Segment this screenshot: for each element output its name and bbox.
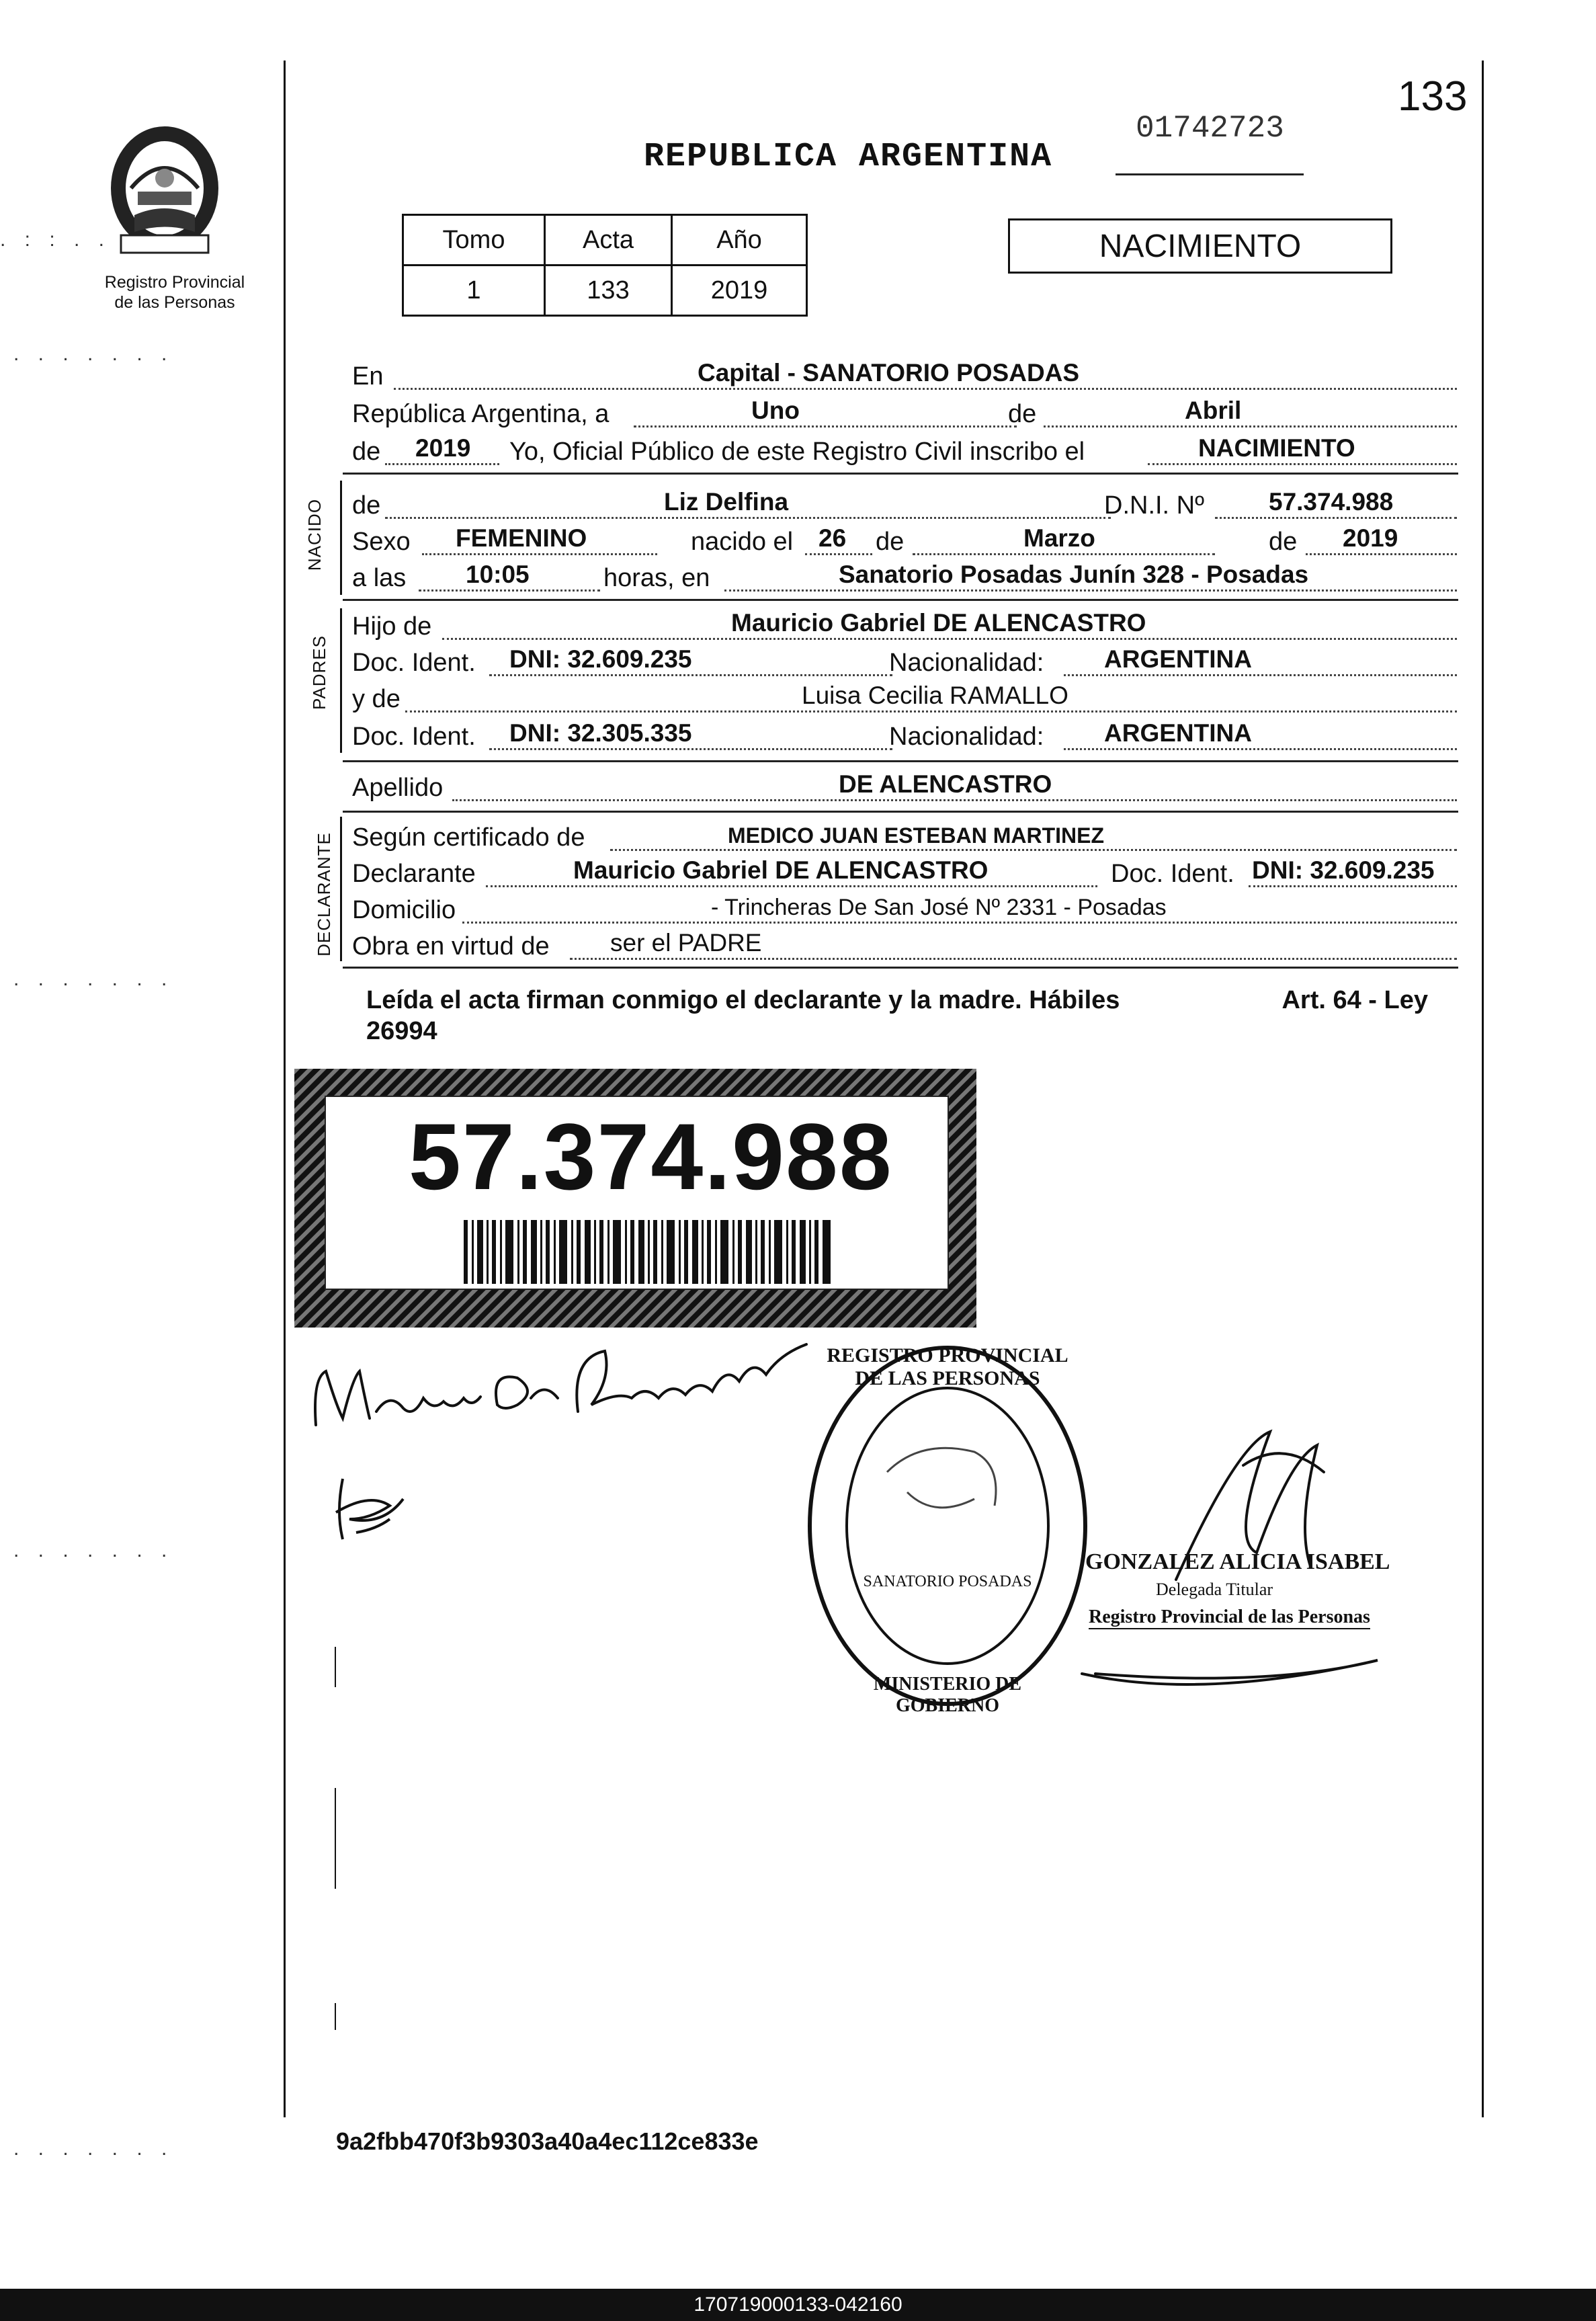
margin-marks: . : : . . bbox=[0, 229, 112, 251]
section-divider bbox=[340, 817, 342, 961]
label-certificado: Según certificado de bbox=[352, 823, 585, 852]
mother-name: Luisa Cecilia RAMALLO bbox=[802, 682, 1068, 709]
padres-line-2 bbox=[348, 643, 1457, 680]
intro-line-1 bbox=[348, 356, 1457, 394]
stamp-inner-text: SANATORIO POSADAS bbox=[863, 1573, 1032, 1590]
stamp-outer-text: REGISTRO PROVINCIAL DE LAS PERSONAS bbox=[827, 1344, 1068, 1389]
declarante-value: Mauricio Gabriel DE ALENCASTRO bbox=[573, 856, 989, 884]
section-divider bbox=[340, 608, 342, 753]
nacido-line-1 bbox=[348, 485, 1457, 523]
padres-line-4 bbox=[348, 717, 1457, 754]
label-hijo: Hijo de bbox=[352, 612, 432, 641]
serial-number: 01742723 bbox=[1136, 111, 1284, 146]
label-de-2: de bbox=[1269, 528, 1298, 556]
declarante-line-4 bbox=[348, 926, 1457, 964]
label-apellido: Apellido bbox=[352, 774, 444, 802]
scan-mark bbox=[335, 1788, 336, 1889]
serial-underline bbox=[1116, 173, 1304, 175]
place-value: Capital - SANATORIO POSADAS bbox=[698, 359, 1080, 386]
page-number: 133 bbox=[1398, 73, 1468, 120]
section-label-declarante: DECLARANTE bbox=[313, 832, 334, 956]
label-doc: Doc. Ident. bbox=[352, 723, 476, 751]
padres-line-1 bbox=[348, 606, 1457, 644]
birth-place: Sanatorio Posadas Junín 328 - Posadas bbox=[839, 561, 1309, 588]
dni-label-barcode bbox=[464, 1220, 833, 1284]
margin-marks: . . . . . . . bbox=[13, 2137, 174, 2160]
declarant-initials bbox=[329, 1472, 423, 1546]
margin-marks: . . . . . . . bbox=[13, 1539, 174, 1561]
separator-line bbox=[343, 473, 1458, 475]
document-type-box bbox=[1008, 218, 1392, 274]
intro-line-2 bbox=[348, 394, 1457, 432]
table-header: Año bbox=[672, 215, 807, 266]
declarant-signature bbox=[296, 1317, 874, 1452]
margin-marks: . . . . . . . bbox=[13, 343, 174, 365]
day-value: Uno bbox=[751, 397, 800, 424]
label-yde: y de bbox=[352, 685, 401, 713]
declarante-doc: DNI: 32.609.235 bbox=[1252, 856, 1435, 884]
apellido-value: DE ALENCASTRO bbox=[839, 770, 1052, 798]
registry-line-1: Registro Provincial bbox=[104, 273, 245, 292]
mother-doc: DNI: 32.305.335 bbox=[509, 719, 692, 747]
separator-line bbox=[343, 811, 1458, 813]
document-hash: 9a2fbb470f3b9303a40a4ec112ce833e bbox=[336, 2127, 759, 2155]
nacido-line-2 bbox=[348, 522, 1457, 559]
child-name: Liz Delfina bbox=[664, 488, 789, 516]
label-dni: D.N.I. Nº bbox=[1104, 491, 1204, 520]
closing-line-2: 26994 bbox=[366, 1017, 437, 1045]
stamp-bottom-text: MINISTERIO DE GOBIERNO bbox=[873, 1674, 1022, 1716]
table-cell: 133 bbox=[545, 266, 672, 316]
footer-bar bbox=[0, 2289, 1596, 2321]
declarante-line-1 bbox=[348, 817, 1457, 855]
label-nacionalidad: Nacionalidad: bbox=[889, 649, 1044, 677]
registry-name bbox=[74, 272, 276, 313]
table-header: Tomo bbox=[403, 215, 545, 266]
father-nationality: ARGENTINA bbox=[1104, 645, 1252, 673]
father-name: Mauricio Gabriel DE ALENCASTRO bbox=[731, 609, 1146, 637]
margin-marks: . . . . . . . bbox=[13, 968, 174, 990]
section-label-nacido: NACIDO bbox=[304, 498, 325, 571]
birth-day: 26 bbox=[818, 524, 847, 552]
right-frame-line bbox=[1482, 60, 1484, 2117]
declarante-line-2 bbox=[348, 854, 1457, 891]
label-de: de bbox=[1008, 400, 1037, 428]
event-value: NACIMIENTO bbox=[1198, 434, 1355, 462]
label-doc: Doc. Ident. bbox=[1111, 860, 1234, 888]
domicilio-value: - Trincheras De San José Nº 2331 - Posadas bbox=[711, 895, 1167, 920]
table-header: Acta bbox=[545, 215, 672, 266]
official-org: Registro Provincial de las Personas bbox=[1089, 1606, 1370, 1629]
label-republica: República Argentina, a bbox=[352, 400, 610, 428]
month-value: Abril bbox=[1185, 397, 1242, 424]
inscribo-text: Yo, Oficial Público de este Registro Civil inscribo el bbox=[509, 438, 1085, 466]
intro-line-3 bbox=[348, 432, 1457, 469]
separator-line bbox=[343, 760, 1458, 762]
label-sexo: Sexo bbox=[352, 528, 411, 556]
section-label-padres: PADRES bbox=[309, 635, 329, 710]
dni-label-number: 57.374.988 bbox=[409, 1104, 893, 1209]
label-nacido: nacido el bbox=[691, 528, 794, 556]
section-divider bbox=[340, 481, 342, 595]
declarante-line-3 bbox=[348, 890, 1457, 928]
dotted-fill bbox=[1044, 424, 1457, 427]
closing-line-1: Leída el acta firman conmigo el declarante y la madre. Hábiles bbox=[366, 986, 1120, 1014]
label-domicilio: Domicilio bbox=[352, 896, 456, 924]
left-frame-line bbox=[284, 60, 286, 2117]
birth-year: 2019 bbox=[1343, 524, 1398, 552]
country-title: REPUBLICA ARGENTINA bbox=[644, 138, 1053, 176]
child-dni: 57.374.988 bbox=[1269, 488, 1394, 516]
official-stamp bbox=[800, 1338, 1095, 1714]
sexo-value: FEMENINO bbox=[456, 524, 587, 552]
label-obra: Obra en virtud de bbox=[352, 932, 550, 961]
scan-mark bbox=[335, 2003, 336, 2030]
label-horas: horas, en bbox=[603, 564, 710, 592]
year-value: 2019 bbox=[415, 434, 471, 462]
official-name: GONZALEZ ALICIA ISABEL bbox=[1085, 1549, 1390, 1574]
label-alas: a las bbox=[352, 564, 407, 592]
father-doc: DNI: 32.609.235 bbox=[509, 645, 692, 673]
scan-mark bbox=[335, 1647, 336, 1687]
closing-article: Art. 64 - Ley bbox=[1282, 986, 1428, 1014]
separator-line bbox=[343, 967, 1458, 969]
label-de-1: de bbox=[876, 528, 905, 556]
mother-nationality: ARGENTINA bbox=[1104, 719, 1252, 747]
label-nacionalidad: Nacionalidad: bbox=[889, 723, 1044, 751]
obra-value: ser el PADRE bbox=[610, 929, 762, 956]
padres-line-3 bbox=[348, 679, 1457, 717]
dotted-fill bbox=[634, 424, 1017, 427]
apellido-line bbox=[348, 768, 1457, 805]
label-declarante: Declarante bbox=[352, 860, 476, 888]
birth-time: 10:05 bbox=[466, 561, 530, 588]
footer-barcode-id: 170719000133-042160 bbox=[694, 2293, 902, 2316]
table-cell: 2019 bbox=[672, 266, 807, 316]
nacido-line-3 bbox=[348, 558, 1457, 596]
register-table bbox=[402, 214, 808, 317]
label-de-year: de bbox=[352, 438, 381, 466]
document-type: NACIMIENTO bbox=[1099, 228, 1302, 264]
label-de: de bbox=[352, 491, 381, 520]
separator-line bbox=[343, 599, 1458, 601]
province-seal-logo bbox=[101, 121, 228, 262]
label-doc: Doc. Ident. bbox=[352, 649, 476, 677]
closing-text bbox=[366, 985, 1428, 1047]
table-cell: 1 bbox=[403, 266, 545, 316]
birth-month: Marzo bbox=[1023, 524, 1095, 552]
official-role: Delegada Titular bbox=[1156, 1580, 1273, 1599]
registry-line-2: de las Personas bbox=[114, 293, 235, 312]
label-en: En bbox=[352, 362, 384, 391]
certificado-value: MEDICO JUAN ESTEBAN MARTINEZ bbox=[728, 823, 1105, 848]
